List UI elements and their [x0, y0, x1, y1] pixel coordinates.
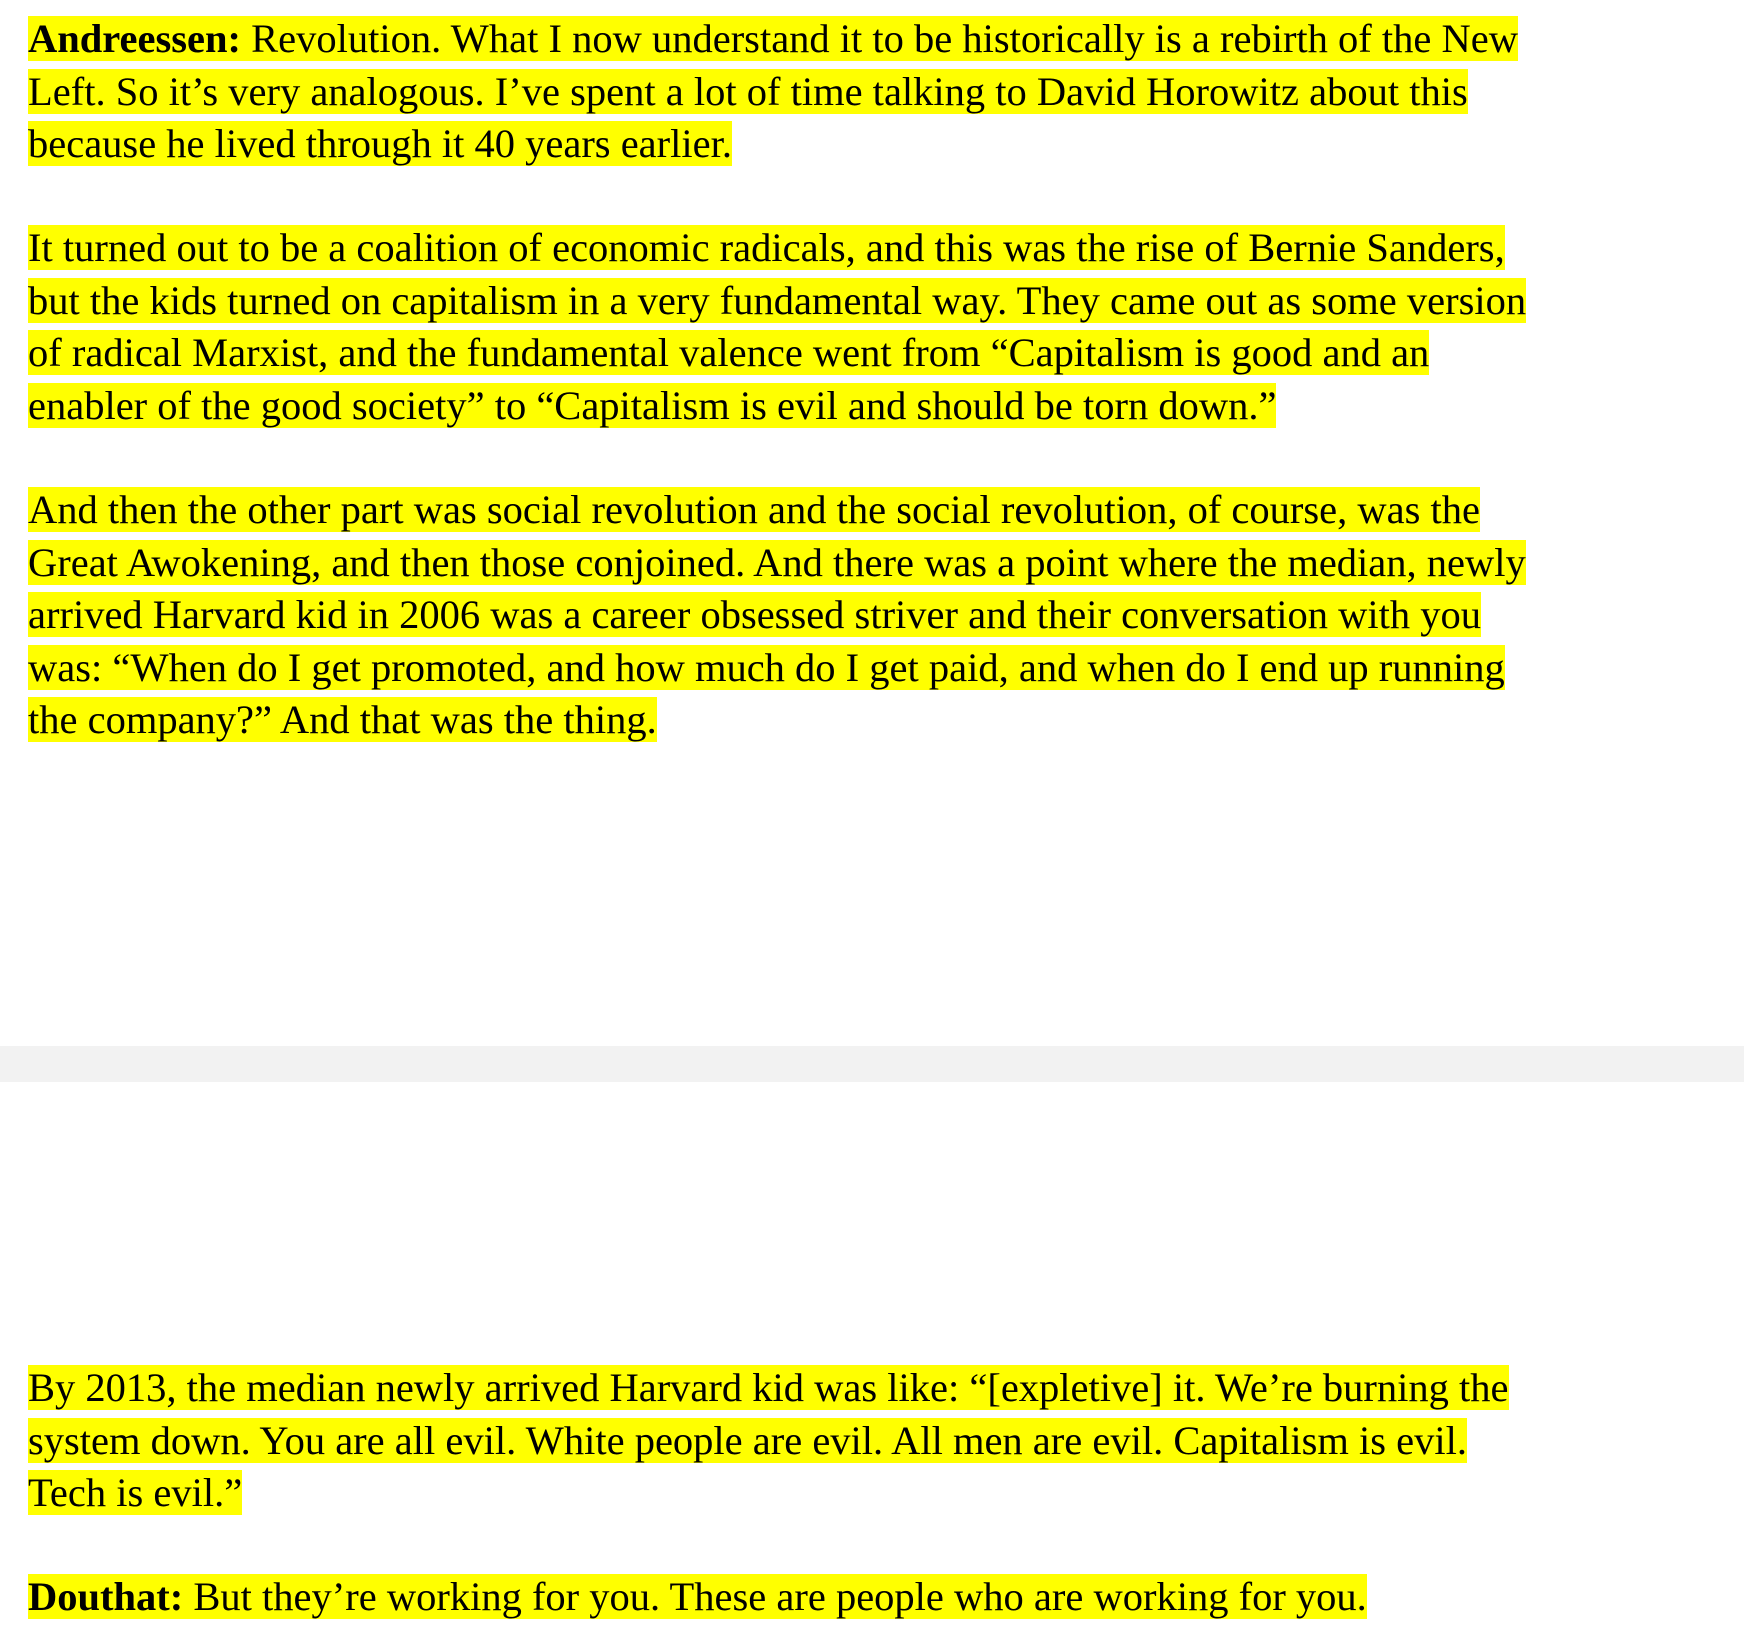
paragraph-andreessen-revolution: [28, 13, 1738, 171]
text-line: Great Awokening, and then those conjoined. And there was a point where the median, newly: [28, 539, 1526, 585]
text-line: And then the other part was social revolution and the social revolution, of course, was the: [28, 487, 1480, 532]
text-line: By 2013, the median newly arrived Harvard kid was like: “[expletive] it. We’re burning the: [28, 1365, 1509, 1410]
text-line: system down. You are all evil. White people are evil. All men are evil. Capitalism is evil.: [28, 1417, 1467, 1463]
text-line: because he lived through it 40 years earlier.: [28, 121, 732, 166]
text-line: of radical Marxist, and the fundamental valence went from “Capitalism is good and an: [28, 330, 1430, 375]
speaker-label: Douthat:: [28, 1574, 184, 1619]
paragraph-by-2013: [28, 1362, 1738, 1520]
text-line: Left. So it’s very analogous. I’ve spent a lot of time talking to David Horowitz about this: [28, 68, 1468, 114]
text-line: but the kids turned on capitalism in a very fundamental way. They came out as some version: [28, 277, 1527, 323]
speaker-label: Andreessen:: [28, 16, 242, 61]
paragraph-douthat: [28, 1571, 1738, 1624]
text-line: Tech is evil.”: [28, 1470, 243, 1515]
text-line: enabler of the good society” to “Capitalism is evil and should be torn down.”: [28, 382, 1277, 428]
paragraph-economic-radicals: [28, 222, 1738, 432]
page-break-divider: [0, 1046, 1744, 1082]
text-line: was: “When do I get promoted, and how much do I get paid, and when do I end up running: [28, 644, 1505, 690]
text-line: Douthat: But they’re working for you. These are people who are working for you.: [28, 1574, 1367, 1619]
document-page-bottom: [0, 1082, 1744, 1634]
paragraph-social-revolution: [28, 484, 1738, 747]
text-line: the company?” And that was the thing.: [28, 697, 657, 742]
text-line: arrived Harvard kid in 2006 was a career obsessed striver and their conversation with you: [28, 592, 1482, 637]
text-line: Andreessen: Revolution. What I now understand it to be historically is a rebirth of the New: [28, 16, 1518, 61]
text-line: It turned out to be a coalition of economic radicals, and this was the rise of Bernie Sanders,: [28, 225, 1505, 270]
